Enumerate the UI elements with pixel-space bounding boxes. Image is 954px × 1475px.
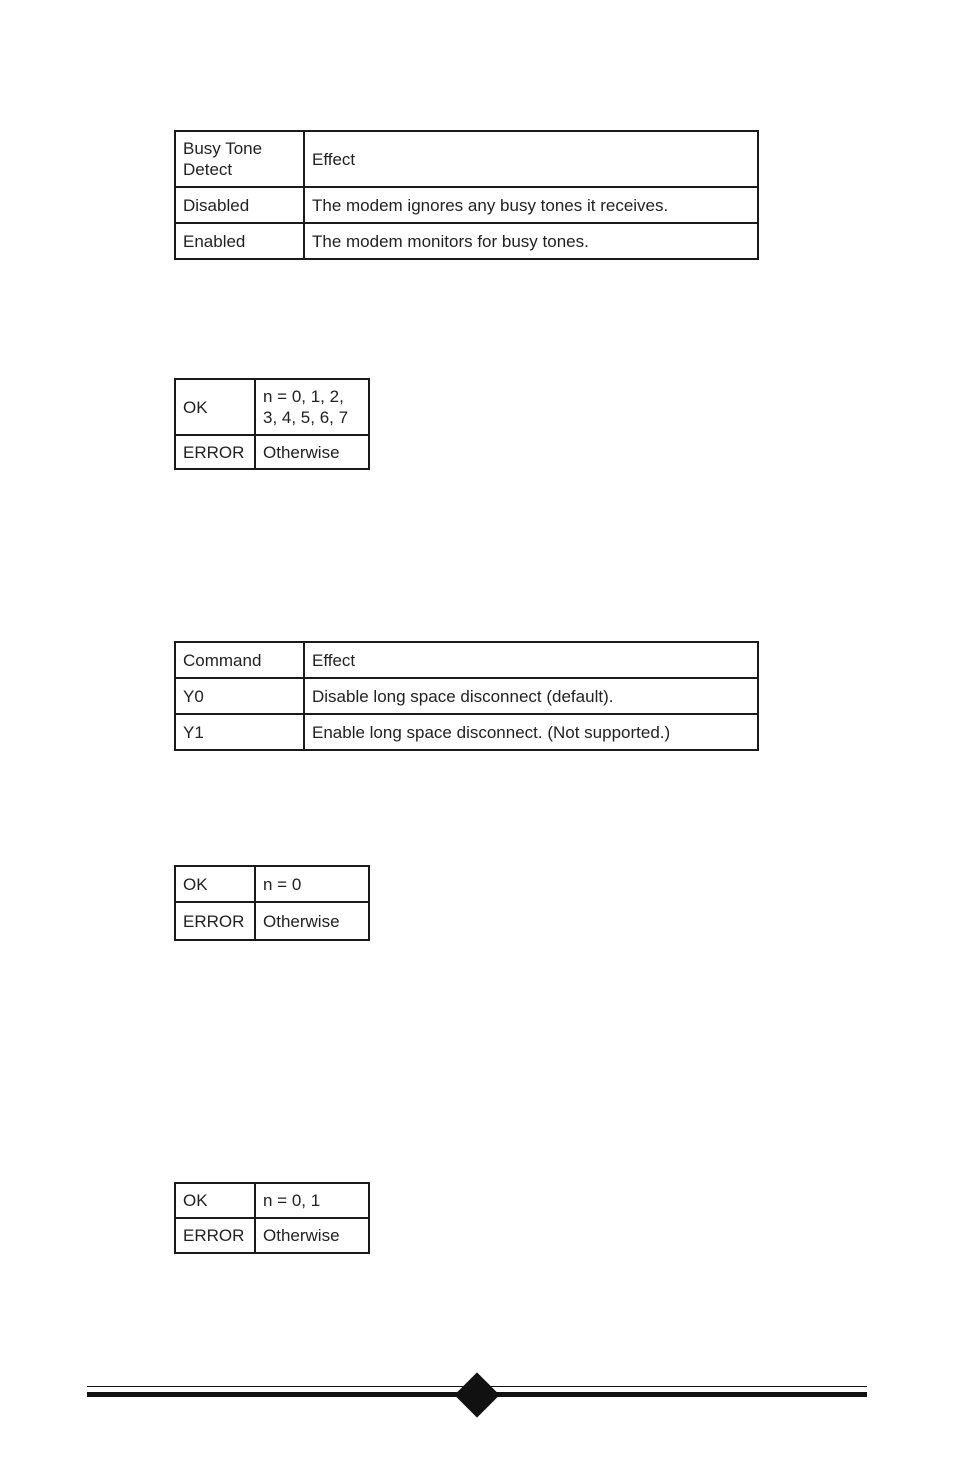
header-cell: Effect	[304, 131, 758, 187]
table-cell: OK	[175, 866, 255, 902]
footer-diamond-icon	[454, 1372, 499, 1417]
table-cell: n = 0	[255, 866, 369, 902]
table-cell: The modem monitors for busy tones.	[304, 223, 758, 259]
table-cell: ERROR	[175, 902, 255, 940]
long-space-disconnect-table	[174, 641, 759, 751]
table-cell: Y0	[175, 678, 304, 714]
header-cell: Busy Tone Detect	[175, 131, 304, 187]
table-row	[175, 379, 369, 435]
table-cell: Otherwise	[255, 435, 369, 469]
table-row	[175, 678, 758, 714]
table-row	[175, 435, 369, 469]
table-row	[175, 1218, 369, 1253]
table-cell: Otherwise	[255, 902, 369, 940]
header-cell: Command	[175, 642, 304, 678]
table-cell: OK	[175, 379, 255, 435]
table-header-row	[175, 131, 758, 187]
table-cell: The modem ignores any busy tones it receives.	[304, 187, 758, 223]
result-codes-table-2	[174, 865, 370, 941]
table-cell: Enable long space disconnect. (Not supported.)	[304, 714, 758, 750]
table-row	[175, 187, 758, 223]
busy-tone-detect-table	[174, 130, 759, 260]
table-row	[175, 714, 758, 750]
table-cell: ERROR	[175, 1218, 255, 1253]
table-header-row	[175, 642, 758, 678]
table-cell: Enabled	[175, 223, 304, 259]
table-cell: Disable long space disconnect (default).	[304, 678, 758, 714]
table-cell: n = 0, 1	[255, 1183, 369, 1218]
table-row	[175, 223, 758, 259]
table-row	[175, 902, 369, 940]
table-cell: ERROR	[175, 435, 255, 469]
table-cell: n = 0, 1, 2, 3, 4, 5, 6, 7	[255, 379, 369, 435]
table-row	[175, 866, 369, 902]
table-row	[175, 1183, 369, 1218]
table-cell: Disabled	[175, 187, 304, 223]
table-cell: OK	[175, 1183, 255, 1218]
table-cell: Y1	[175, 714, 304, 750]
result-codes-table-3	[174, 1182, 370, 1254]
result-codes-table-1	[174, 378, 370, 470]
header-cell: Effect	[304, 642, 758, 678]
table-cell: Otherwise	[255, 1218, 369, 1253]
